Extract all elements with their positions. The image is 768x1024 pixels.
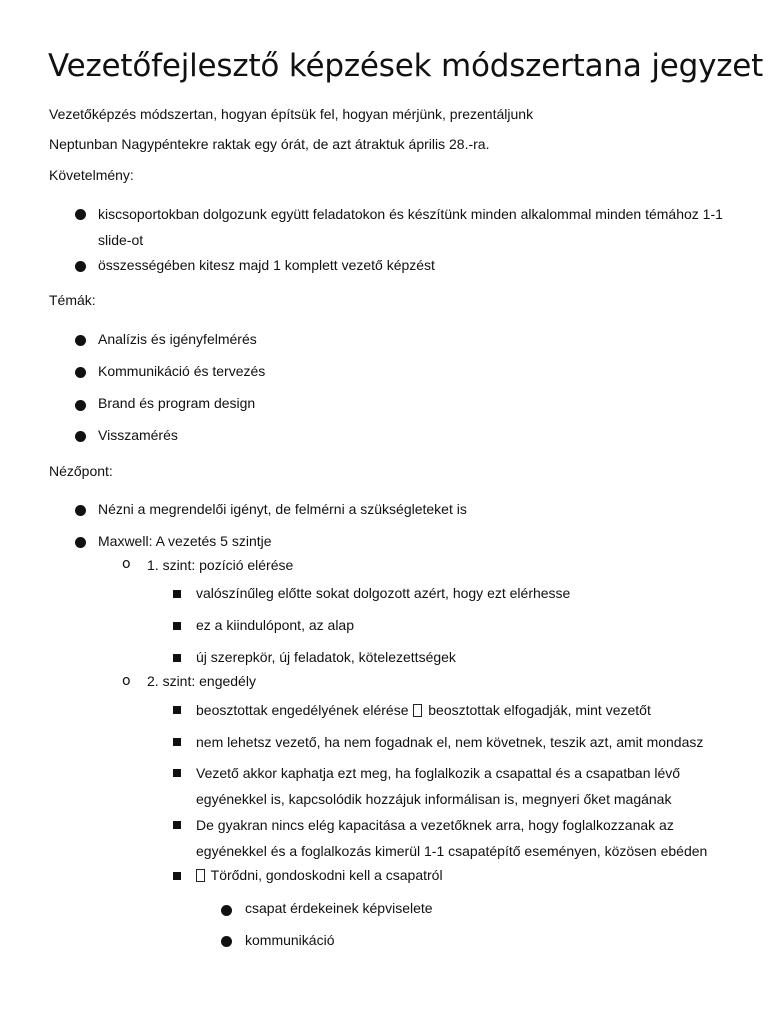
viewpoint-item xyxy=(98,496,467,522)
level-detail-text: beosztottak elfogadják, mint vezetőt xyxy=(428,702,651,718)
topic-item xyxy=(98,422,178,448)
square-bullet-icon xyxy=(173,654,181,662)
intro-paragraph-1: Vezetőképzés módszertan, hogyan építsük fel, hogyan mérjünk, prezentáljunk xyxy=(49,106,534,122)
circle-bullet-icon: o xyxy=(122,556,131,572)
requirement-item-text: összességében kitesz majd 1 komplett vezető képzést xyxy=(98,257,435,273)
square-bullet-icon xyxy=(173,821,181,829)
level-detail-text: ez a kiindulópont, az alap xyxy=(196,617,354,633)
level-label: 2. szint: engedély xyxy=(147,673,256,689)
sub-item xyxy=(245,895,433,921)
missing-glyph-icon xyxy=(413,704,422,717)
bullet-disc-icon xyxy=(75,367,86,378)
sub-item-text: kommunikáció xyxy=(245,932,335,948)
viewpoint-item-text: Nézni a megrendelői igényt, de felmérni a szükségleteket is xyxy=(98,501,467,517)
intro-paragraph-2: Neptunban Nagypéntekre raktak egy órát, de azt átraktuk április 28.-ra. xyxy=(49,136,490,152)
topics-heading: Témák: xyxy=(49,292,96,308)
requirement-item-text: kiscsoportokban dolgozunk együtt feladatokon és készítünk minden alkalommal minden témához 1-1 slide-ot xyxy=(98,206,723,248)
topic-item-text: Brand és program design xyxy=(98,395,256,411)
level-detail-text: Törődni, gondoskodni kell a csapatról xyxy=(210,867,443,883)
bullet-disc-icon xyxy=(75,537,86,548)
topic-item-text: Analízis és igényfelmérés xyxy=(98,331,257,347)
requirement-item xyxy=(98,252,435,278)
topic-item-text: Visszamérés xyxy=(98,427,178,443)
level-detail-item xyxy=(196,812,707,864)
level-detail-text: Vezető akkor kaphatja ezt meg, ha foglalkozik a csapattal és a csapatban lévő xyxy=(196,765,681,781)
level-detail-item xyxy=(196,697,651,723)
bullet-disc-icon xyxy=(221,936,232,947)
requirement-item xyxy=(98,201,728,253)
level-detail-item xyxy=(196,760,680,812)
bullet-disc-icon xyxy=(75,335,86,346)
requirements-heading: Követelmény: xyxy=(49,167,134,183)
level-detail-text: valószínűleg előtte sokat dolgozott azért, hogy ezt elérhesse xyxy=(196,585,571,601)
level-item xyxy=(147,552,293,578)
square-bullet-icon xyxy=(173,738,181,746)
document-title: Vezetőfejlesztő képzések módszertana jegyzet xyxy=(48,48,764,84)
topic-item xyxy=(98,326,257,352)
level-label: 1. szint: pozíció elérése xyxy=(147,557,294,573)
square-bullet-icon xyxy=(173,622,181,630)
bullet-disc-icon xyxy=(75,505,86,516)
bullet-disc-icon xyxy=(75,400,86,411)
level-detail-item xyxy=(196,862,443,888)
level-detail-item xyxy=(196,580,570,606)
level-detail-item xyxy=(196,612,354,638)
level-detail-text: egyénekkel is, kapcsolódik hozzájuk informálisan is, megnyeri őket magának xyxy=(196,791,672,807)
level-detail-item xyxy=(196,729,703,755)
square-bullet-icon xyxy=(173,769,181,777)
level-detail-item xyxy=(196,644,456,670)
bullet-disc-icon xyxy=(75,261,86,272)
viewpoint-item xyxy=(98,528,272,554)
level-item xyxy=(147,668,256,694)
level-detail-text: nem lehetsz vezető, ha nem fogadnak el, nem követnek, teszik azt, amit mondasz xyxy=(196,734,704,750)
level-detail-text: egyénekkel és a foglalkozás kimerül 1-1 csapatépítő eseményen, közösen ebéden xyxy=(196,843,708,859)
square-bullet-icon xyxy=(173,706,181,714)
topic-item xyxy=(98,390,255,416)
sub-item-text: csapat érdekeinek képviselete xyxy=(245,900,433,916)
topic-item-text: Kommunikáció és tervezés xyxy=(98,363,266,379)
square-bullet-icon xyxy=(173,590,181,598)
missing-glyph-icon xyxy=(196,869,205,882)
level-detail-text: De gyakran nincs elég kapacitása a vezetőknek arra, hogy foglalkozzanak az xyxy=(196,817,674,833)
circle-bullet-icon: o xyxy=(122,673,131,689)
bullet-disc-icon xyxy=(221,905,232,916)
topic-item xyxy=(98,358,265,384)
viewpoint-item-text: Maxwell: A vezetés 5 szintje xyxy=(98,533,272,549)
level-detail-text: beosztottak engedélyének elérése xyxy=(196,702,409,718)
bullet-disc-icon xyxy=(75,431,86,442)
square-bullet-icon xyxy=(173,872,181,880)
level-detail-text: új szerepkör, új feladatok, kötelezettségek xyxy=(196,649,456,665)
viewpoint-heading: Nézőpont: xyxy=(49,463,113,479)
sub-item xyxy=(245,927,334,953)
bullet-disc-icon xyxy=(75,209,86,220)
